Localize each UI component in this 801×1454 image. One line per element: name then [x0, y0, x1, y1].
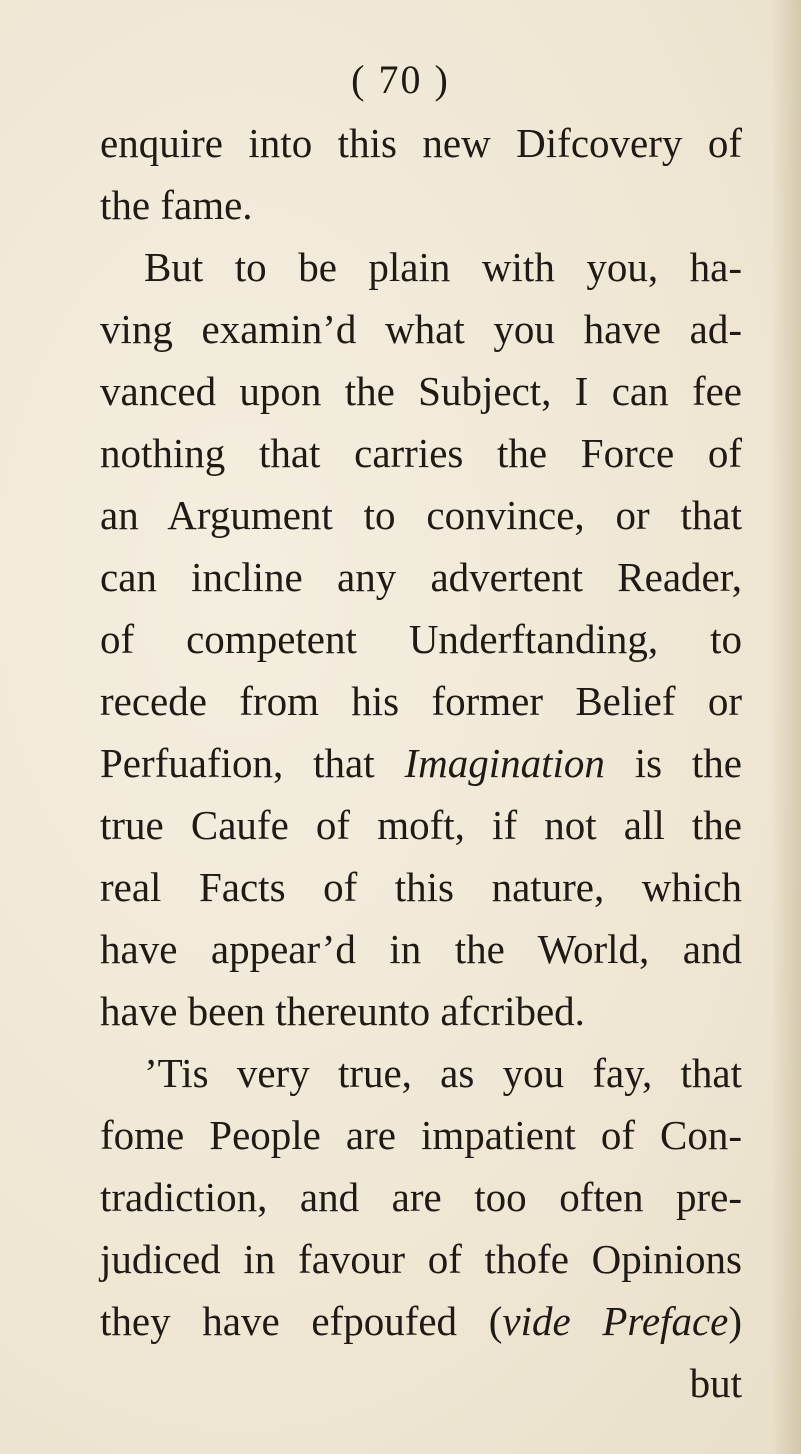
- text-line: But to be plain with you, ha-: [144, 244, 742, 290]
- text-line: of competent Underftanding, to: [100, 616, 742, 662]
- text-line: ’Tis very true, as you fay, that: [144, 1050, 742, 1096]
- text-line: have been thereunto afcribed.: [100, 988, 585, 1034]
- body-text: [100, 112, 742, 1414]
- text-line: true Caufe of moft, if not all the: [100, 802, 742, 848]
- text-segment: ): [728, 1298, 742, 1344]
- text-line: have appear’d in the World, and: [100, 926, 742, 972]
- page-edge-shadow: [771, 0, 801, 1454]
- text-line: judiced in favour of thofe Opinions: [100, 1236, 742, 1282]
- text-line: tradiction, and are too often pre-: [100, 1174, 742, 1220]
- text-line: can incline any advertent Reader,: [100, 554, 742, 600]
- text-line: an Argument to convince, or that: [100, 492, 742, 538]
- text-line: ving examin’d what you have ad-: [100, 306, 742, 352]
- text-line: real Facts of this nature, which: [100, 864, 742, 910]
- italic-reference: vide Preface: [502, 1298, 729, 1344]
- text-segment: they have efpoufed (: [100, 1298, 503, 1344]
- text-line: vanced upon the Subject, I can fee: [100, 368, 742, 414]
- text-line: fome People are impatient of Con-: [100, 1112, 742, 1158]
- text-line: enquire into this new Difcovery of: [100, 120, 742, 166]
- text-line: recede from his former Belief or: [100, 678, 742, 724]
- text-line: [100, 1290, 742, 1352]
- catchword: but: [689, 1360, 742, 1406]
- text-line: the fame.: [100, 182, 253, 228]
- text-segment: is the: [604, 740, 742, 786]
- text-line: nothing that carries the Force of: [100, 430, 742, 476]
- page-number-header: ( 70 ): [351, 57, 450, 102]
- text-line: [100, 732, 742, 794]
- text-segment: Perfuafion, that: [100, 740, 405, 786]
- italic-term: Imagination: [404, 740, 605, 786]
